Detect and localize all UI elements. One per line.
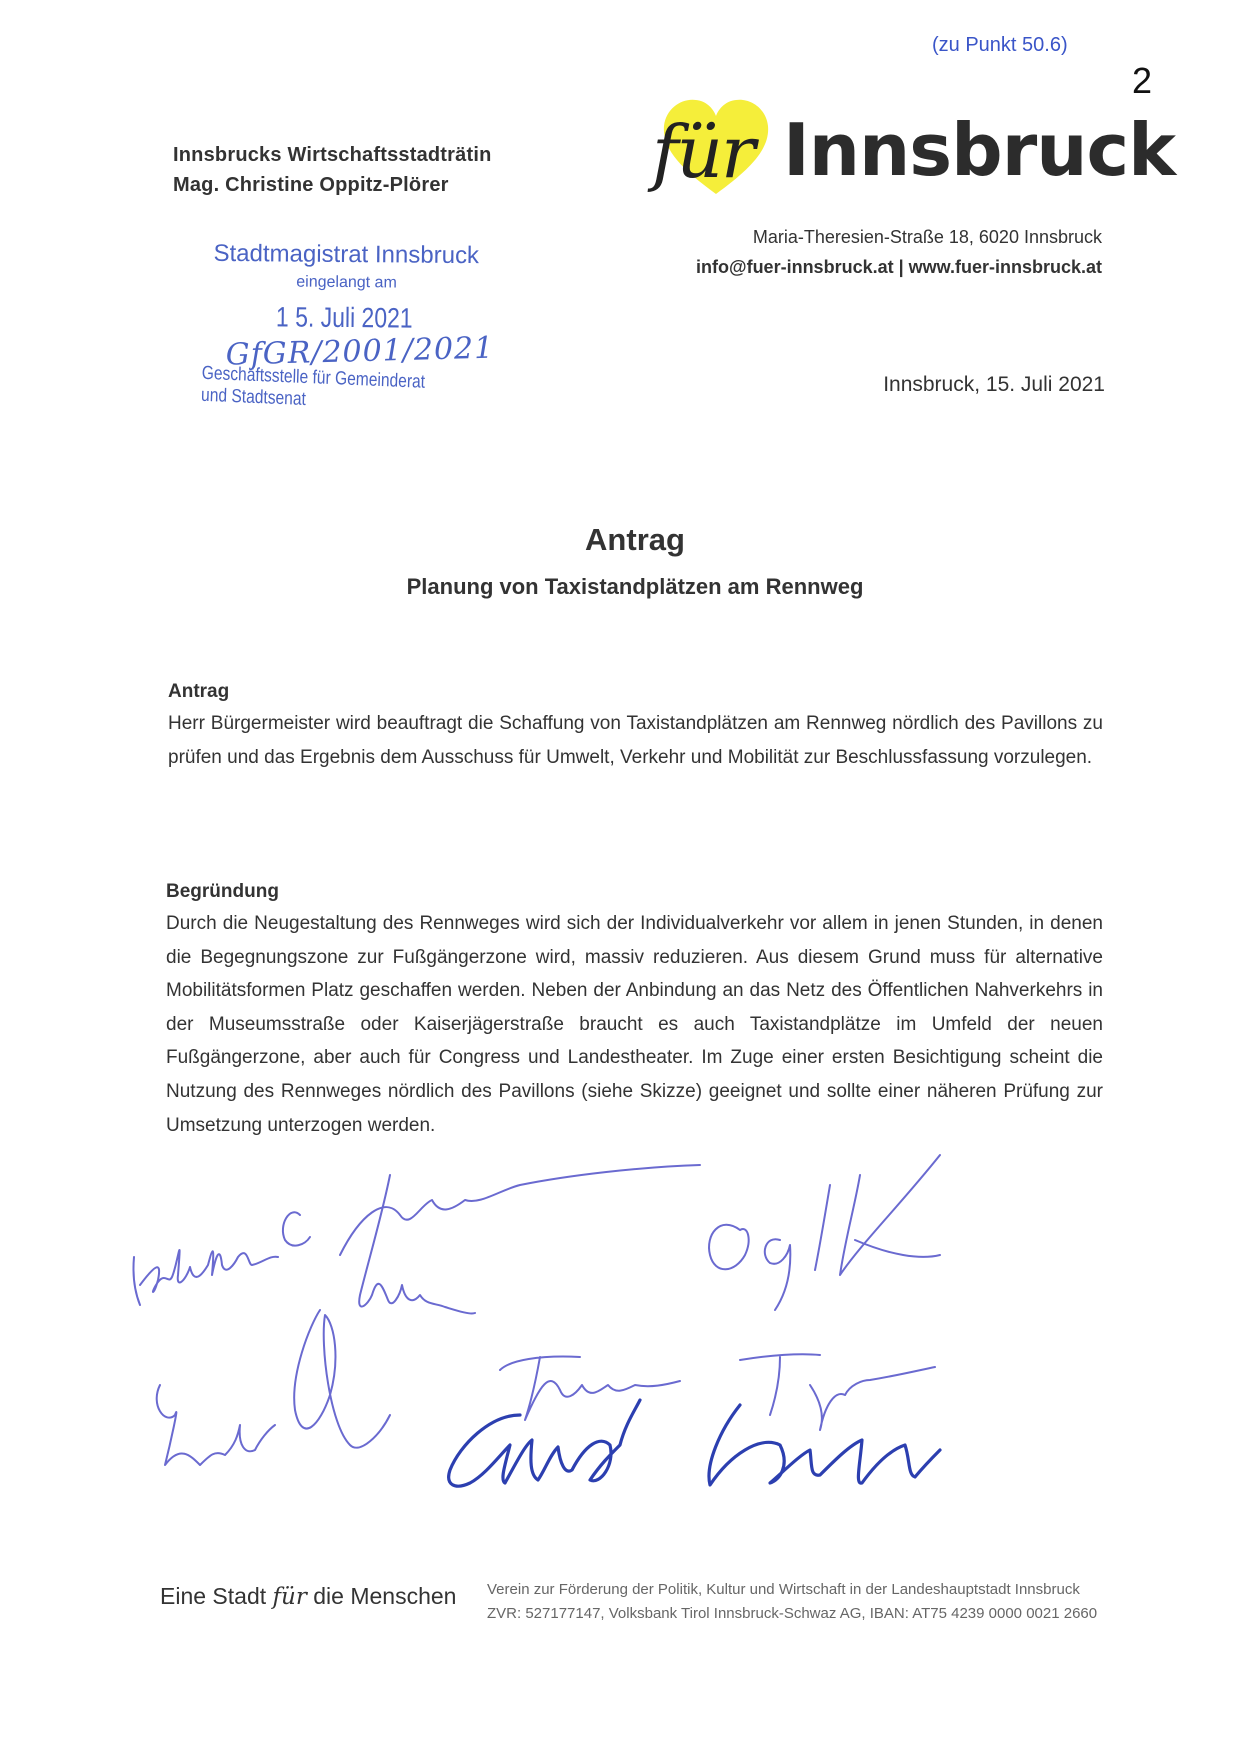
stamp-number: GfGR/2001/2021 (225, 330, 495, 373)
signatures (120, 1145, 1070, 1575)
document-title: Antrag (585, 522, 685, 557)
signature-3 (709, 1155, 940, 1310)
address: Maria-Theresien-Straße 18, 6020 Innsbruck (752, 227, 1102, 247)
slogan-part-3: die Menschen (306, 1583, 457, 1609)
page-number: 2 (1132, 60, 1153, 101)
slogan-part-2: für (272, 1584, 307, 1610)
received-stamp (195, 237, 496, 410)
author-block (173, 140, 492, 200)
footer-slogan (160, 1583, 456, 1610)
signature-4 (157, 1310, 390, 1465)
stamp-office: Geschäftsstelle für Gemeinderat und Stadtsenat (200, 362, 426, 410)
begruendung-text: Durch die Neugestaltung des Rennweges wird sich der Individualverkehr vor allem in jenen Stunden, in denen die Begegnungszone zur Fußgängerzone wird, massiv reduzieren. Aus diesem Grund muss für alternative Mobilitätsformen Platz geschaffen werden. Neben der Anbindung an das Netz des Öffentlichen Nahverkehrs in der Museumsstraße oder Kaiserjägerstraße braucht es auch Taxistandplätze im Umfeld der neuen Fußgängerzone, aber auch für Congress und Landestheater. Im Zuge einer ersten Besichtigung scheint die Nutzung des Rennweges nördlich des Pavillons (siehe Skizze) geeignet und sollte einer näheren Prüfung zur Umsetzung unterzogen werden. (166, 913, 1103, 1136)
logo-word-city: Innsbruck (783, 108, 1176, 192)
slogan-part-1: Eine Stadt (160, 1583, 273, 1609)
signature-6 (449, 1400, 940, 1486)
author-title: Innsbrucks Wirtschaftsstadträtin (173, 144, 492, 166)
signature-1 (133, 1212, 310, 1305)
antrag-heading: Antrag (168, 681, 230, 702)
footer-legal (487, 1578, 1097, 1626)
party-logo (650, 98, 1176, 208)
footer-association: Verein zur Förderung der Politik, Kultur und Wirtschaft in der Landeshauptstadt Innsbruck (487, 1581, 1080, 1598)
contact-block (696, 222, 1102, 282)
document-date: Innsbruck, 15. Juli 2021 (883, 373, 1105, 396)
stamp-label: eingelangt am (296, 273, 397, 292)
signature-2 (340, 1165, 700, 1313)
agenda-reference: (zu Punkt 50.6) (932, 34, 1068, 56)
footer-bank-details: ZVR: 527177147, Volksbank Tirol Innsbruck-Schwaz AG, IBAN: AT75 4239 0000 0021 2660 (487, 1605, 1098, 1622)
contact-links[interactable]: info@fuer-innsbruck.at | www.fuer-innsbruck.at (696, 257, 1102, 277)
document-subtitle: Planung von Taxistandplätzen am Rennweg (406, 574, 864, 599)
begruendung-heading: Begründung (166, 881, 279, 902)
author-name: Mag. Christine Oppitz-Plörer (173, 174, 449, 196)
stamp-authority: Stadtmagistrat Innsbruck (213, 239, 480, 270)
antrag-text: Herr Bürgermeister wird beauftragt die Schaffung von Taxistandplätzen am Rennweg nördlich des Pavillons zu prüfen und das Ergebnis dem Ausschuss für Umwelt, Verkehr und Mobilität zur Beschlussfassung vorzulegen. (168, 713, 1103, 768)
stamp-date: 1 5. Juli 2021 (275, 301, 413, 334)
signature-5 (500, 1354, 935, 1430)
logo-word-fuer: für (652, 110, 754, 194)
